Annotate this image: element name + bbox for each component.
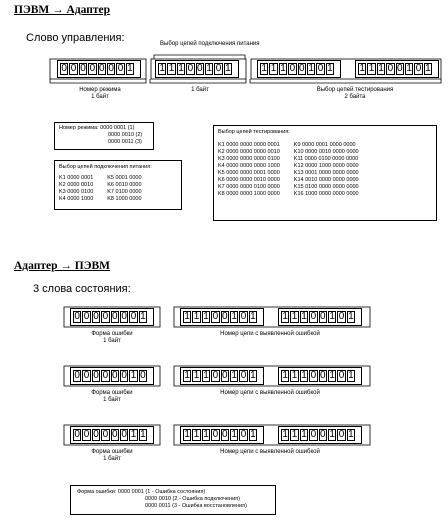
bit: 1 [329, 429, 335, 440]
bit: 0 [338, 429, 345, 440]
bit: 0 [70, 63, 77, 74]
test-item: K1 0000 0000 0000 0001 [218, 142, 280, 148]
bit: 0 [93, 311, 99, 322]
bit: 0 [121, 429, 127, 440]
error-line: Форма ошибки: 0000 0001 (1 - Ошибка состояния) [77, 489, 206, 495]
caption-status-left: Форма ошибки 1 байт [91, 449, 133, 462]
control-top-label: Выбор цепей подключения питания [160, 41, 260, 47]
bit: 1 [348, 370, 354, 381]
caption-mode: Номер режима 1 байт [79, 87, 121, 100]
mode-title: Номер режима: 0000 0001 (1) [59, 125, 135, 131]
byte-cell [180, 367, 264, 385]
bit: 1 [291, 370, 298, 381]
bit: 0 [83, 370, 90, 381]
bit: 0 [111, 311, 118, 322]
bit: 0 [98, 63, 105, 74]
bit: 0 [240, 311, 247, 322]
bit: 1 [301, 429, 307, 440]
bit: 1 [329, 311, 335, 322]
bit: 0 [240, 429, 247, 440]
control-word-label: Слово управления: [26, 32, 125, 44]
bit: 0 [111, 429, 118, 440]
bit: 1 [184, 429, 190, 440]
byte-cell [278, 426, 362, 444]
bit: 1 [140, 311, 146, 322]
bit: 0 [187, 63, 194, 74]
test-item: K16 1000 0000 0000 0000 [293, 191, 359, 197]
test-title: Выбор цепей тестирования: [218, 129, 290, 135]
bit: 0 [89, 63, 96, 74]
test-item: K9 0000 0001 0000 0000 [293, 142, 356, 148]
bit: 0 [338, 370, 345, 381]
bit: 1 [206, 63, 212, 74]
bit: 0 [140, 370, 146, 381]
bit: 0 [221, 311, 228, 322]
bit: 1 [203, 311, 209, 322]
caption-status-right: Номер цепи с выявленной ошибкой [220, 449, 320, 455]
error-line: 0000 0010 (2 - Ошибка подключения) [145, 496, 240, 502]
bit: 1 [130, 370, 137, 381]
bit: 1 [184, 311, 190, 322]
power-item: K3 0000 0100 [59, 189, 94, 195]
byte-cell [57, 60, 141, 78]
bit: 0 [102, 429, 109, 440]
bit: 1 [168, 63, 175, 74]
bit: 0 [289, 63, 296, 74]
bit: 0 [212, 311, 219, 322]
header-adapter-to-pc: Адаптер → ПЭВМ [14, 260, 111, 272]
bit: 1 [425, 63, 431, 74]
header-pc-to-adapter: ПЭВМ → Адаптер [14, 4, 111, 16]
test-item: K5 0000 0000 0001 0000 [218, 170, 280, 176]
bit: 0 [212, 429, 219, 440]
error-box [70, 485, 276, 515]
test-item: K2 0000 0000 0000 0010 [218, 149, 280, 155]
bit: 1 [231, 429, 237, 440]
caption-power: 1 байт [191, 87, 209, 93]
caption-status-left: Форма ошибки 1 байт [91, 331, 133, 344]
bit: 0 [117, 63, 124, 74]
bit: 1 [203, 370, 209, 381]
bit: 1 [127, 63, 133, 74]
bit: 0 [93, 429, 99, 440]
bit: 1 [225, 63, 231, 74]
bit: 0 [83, 429, 90, 440]
bit: 1 [280, 63, 286, 74]
bit: 1 [301, 311, 307, 322]
power-title: Выбор цепей подключения питания: [59, 164, 152, 170]
bit: 0 [396, 63, 403, 74]
bit: 1 [329, 370, 335, 381]
bit: 1 [261, 63, 267, 74]
bit: 0 [61, 63, 67, 74]
bit: 0 [310, 429, 317, 440]
caption-status-right: Номер цепи с выявленной ошибкой [220, 331, 320, 337]
test-item: K7 0000 0000 0100 0000 [218, 184, 280, 190]
test-item: K13 0001 0000 0000 0000 [293, 170, 359, 176]
byte-cell [257, 60, 341, 78]
mode-box [54, 122, 154, 150]
bit: 1 [193, 429, 200, 440]
test-item: K15 0100 0000 0000 0000 [293, 184, 359, 190]
bit: 0 [338, 311, 345, 322]
power-item: K2 0000 0010 [59, 182, 94, 188]
error-line: 0000 0011 (3 - Ошибка восстановления) [145, 503, 247, 509]
bit: 0 [102, 311, 109, 322]
test-box [213, 125, 437, 221]
power-item: K1 0000 0001 [59, 175, 94, 181]
test-item: K4 0000 0000 0000 1000 [218, 163, 280, 169]
bit: 1 [348, 429, 354, 440]
bit: 1 [282, 429, 288, 440]
caption-status-left: Форма ошибки 1 байт [91, 390, 133, 403]
bit: 0 [93, 370, 99, 381]
caption-status-right: Номер цепи с выявленной ошибкой [220, 390, 320, 396]
bit: 0 [319, 311, 326, 322]
bit: 1 [359, 63, 365, 74]
bit: 0 [298, 63, 305, 74]
byte-cell [70, 426, 154, 444]
bit: 1 [231, 370, 237, 381]
byte-cell [180, 308, 264, 326]
bit: 0 [121, 370, 127, 381]
byte-cell [278, 367, 362, 385]
bit: 0 [130, 311, 137, 322]
byte-cell [355, 60, 439, 78]
bit: 1 [291, 429, 298, 440]
bit: 1 [203, 429, 209, 440]
bit: 1 [291, 311, 298, 322]
bit: 1 [327, 63, 333, 74]
test-item: K12 0000 1000 0000 0000 [293, 163, 359, 169]
bit: 1 [378, 63, 384, 74]
test-item: K11 0000 0100 0000 0000 [293, 156, 359, 162]
bit: 0 [74, 429, 80, 440]
bit: 1 [250, 311, 256, 322]
bit: 1 [140, 429, 146, 440]
bit: 0 [317, 63, 324, 74]
bit: 1 [130, 429, 137, 440]
bit: 0 [319, 429, 326, 440]
byte-cell [278, 308, 362, 326]
bit: 0 [319, 370, 326, 381]
bit: 1 [193, 311, 200, 322]
bit: 1 [406, 63, 412, 74]
bit: 0 [387, 63, 394, 74]
bit: 0 [221, 429, 228, 440]
bit: 0 [221, 370, 228, 381]
bit: 1 [231, 311, 237, 322]
bit: 0 [215, 63, 222, 74]
bit: 0 [212, 370, 219, 381]
bit: 1 [282, 370, 288, 381]
mode-line: 0000 0010 (2) [108, 132, 143, 138]
bit: 1 [178, 63, 184, 74]
bit: 1 [368, 63, 375, 74]
bit: 0 [111, 370, 118, 381]
bit: 0 [83, 311, 90, 322]
status-label: 3 слова состояния: [33, 283, 131, 295]
bit: 1 [270, 63, 277, 74]
bit: 0 [196, 63, 203, 74]
bit: 0 [121, 311, 127, 322]
bit: 1 [250, 429, 256, 440]
byte-cell [155, 60, 239, 78]
bit: 0 [310, 311, 317, 322]
bit: 0 [108, 63, 114, 74]
bit: 1 [250, 370, 256, 381]
bit: 1 [308, 63, 314, 74]
bit: 0 [74, 311, 80, 322]
bit: 1 [348, 311, 354, 322]
byte-cell [180, 426, 264, 444]
power-box [54, 160, 182, 210]
bit: 1 [159, 63, 165, 74]
bit: 0 [415, 63, 422, 74]
test-item: K6 0000 0000 0010 0000 [218, 177, 280, 183]
byte-cell [70, 367, 154, 385]
test-item: K10 0000 0010 0000 0000 [293, 149, 359, 155]
bit: 0 [102, 370, 109, 381]
bit: 1 [193, 370, 200, 381]
test-item: K14 0010 0000 0000 0000 [293, 177, 359, 183]
caption-test: Выбор цепей тестирования 2 байта [316, 87, 394, 100]
power-item: K4 0000 1000 [59, 196, 94, 202]
bit: 1 [184, 370, 190, 381]
mode-line: 0000 0011 (3) [108, 139, 142, 145]
bit: 1 [301, 370, 307, 381]
test-item: K8 0000 0000 1000 0000 [218, 191, 280, 197]
power-item: K8 1000 0000 [107, 196, 142, 202]
byte-cell [70, 308, 154, 326]
test-item: K3 0000 0000 0000 0100 [218, 156, 280, 162]
power-item: K6 0010 0000 [107, 182, 142, 188]
power-item: K7 0100 0000 [107, 189, 142, 195]
power-item: K5 0001 0000 [107, 175, 142, 181]
bit: 0 [310, 370, 317, 381]
bit: 0 [240, 370, 247, 381]
bit: 0 [74, 370, 80, 381]
bit: 1 [282, 311, 288, 322]
bit: 0 [80, 63, 86, 74]
